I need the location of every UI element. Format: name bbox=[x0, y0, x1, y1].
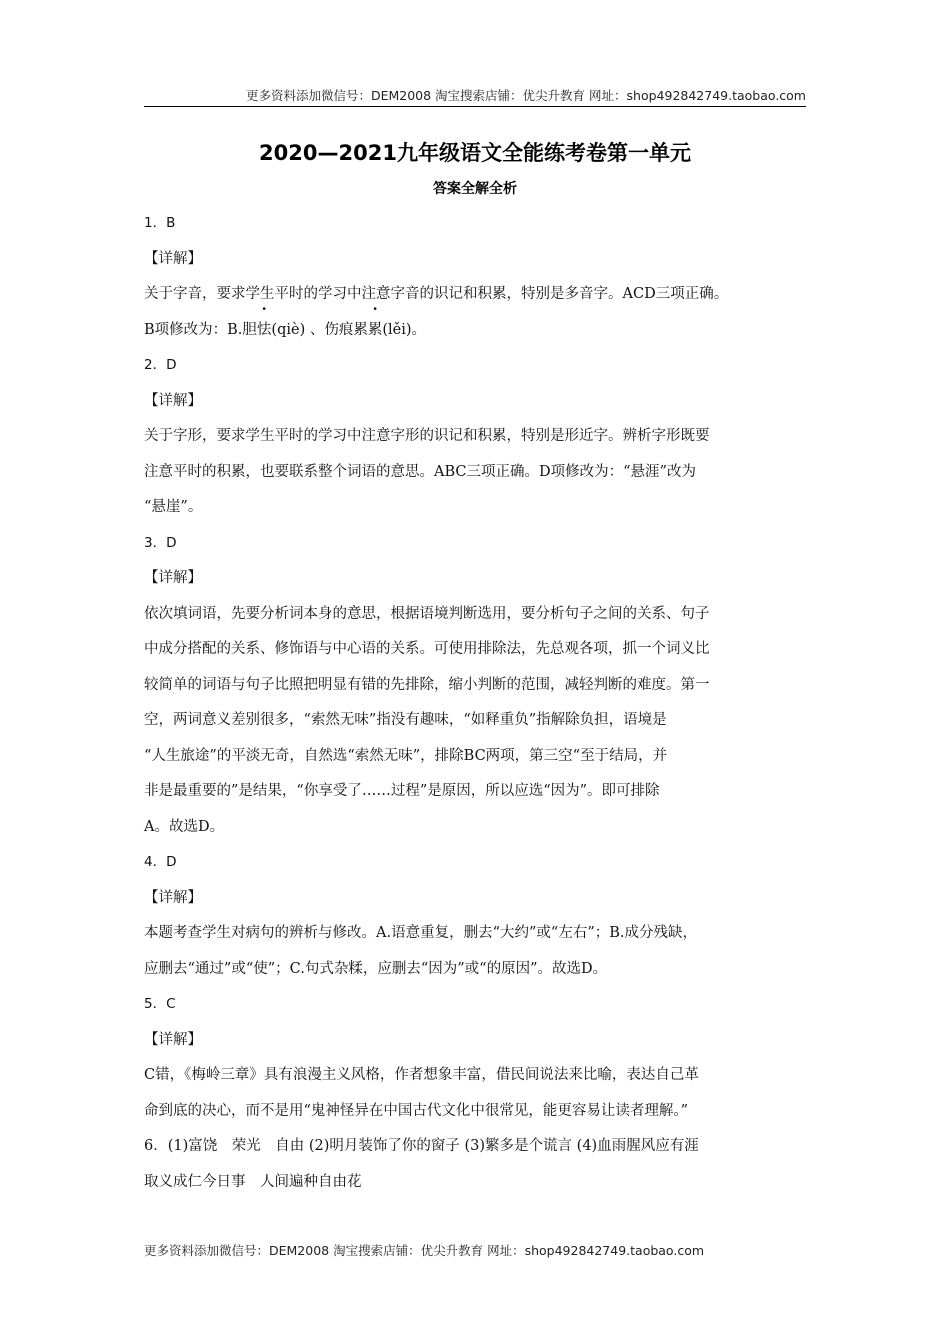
emphasized-character: 累 bbox=[367, 321, 383, 338]
answer-line: 关于字形，要求学生平时的学习中注意字形的识记和积累，特别是形近字。辨析字形既要 bbox=[144, 428, 710, 444]
section-label: 【详解】 bbox=[144, 570, 202, 586]
answer-line: 中成分搭配的关系、修饰语与中心语的关系。可使用排除法，先总观各项，抓一个词义比 bbox=[144, 641, 710, 657]
answer-line: 本题考查学生对病句的辨析与修改。A.语意重复，删去“大约”或“左右”；B.成分残缺， bbox=[144, 925, 697, 941]
answer-line: 应删去“通过”或“使”；C.句式杂糅，应删去“因为”或“的原因”。故选D。 bbox=[144, 960, 608, 977]
emphasized-character: 怯 bbox=[256, 321, 272, 338]
answer-line: C错，《梅岭三章》具有浪漫主义风格，作者想象丰富，借民间说法来比喻，表达自己革 bbox=[144, 1067, 699, 1083]
question-number: 4．D bbox=[144, 854, 177, 870]
question-number: 3．D bbox=[144, 534, 177, 551]
answer-line: 注意平时的积累，也要联系整个词语的意思。ABC三项正确。D项修改为：“悬涯”改为 bbox=[144, 463, 696, 480]
answer-line: 关于字音，要求学生平时的学习中注意字音的识记和积累，特别是多音字。ACD三项正确。 bbox=[144, 286, 729, 302]
answer-line: A。故选D。 bbox=[144, 818, 225, 835]
question-number: 2．D bbox=[144, 357, 177, 373]
answer-line: “人生旅途”的平淡无奇，自然选“索然无味”，排除BC两项，第三空“至于结局，并 bbox=[144, 747, 668, 764]
page-header: 更多资料添加微信号：DEM2008 淘宝搜索店铺：优尖升教育 网址：shop492842749.taobao.com bbox=[245, 88, 806, 103]
answer-line bbox=[144, 313, 808, 349]
question-number: 1．B bbox=[144, 215, 176, 231]
answer-line: 较简单的词语与句子比照把明显有错的先排除，缩小判断的范围，减轻判断的难度。第一 bbox=[144, 676, 710, 693]
answer-text: (qiè) 、伤痕累 bbox=[271, 321, 368, 338]
answer-line: “悬崖”。 bbox=[144, 499, 203, 515]
section-label: 【详解】 bbox=[144, 1031, 202, 1048]
answer-body bbox=[144, 206, 808, 1200]
answer-line: 非是最重要的”是结果，“你享受了……过程”是原因，所以应选“因为”。即可排除 bbox=[144, 783, 660, 799]
answer-line: 空，两词意义差别很多，“索然无味”指没有趣味，“如释重负”指解除负担，语境是 bbox=[144, 712, 667, 728]
header-divider bbox=[144, 106, 806, 107]
answer-text: B项修改为：B.胆 bbox=[144, 321, 257, 338]
question-number: 5．C bbox=[144, 996, 176, 1012]
answer-text: (lěi)。 bbox=[382, 321, 427, 338]
answer-line: 命到底的决心，而不是用“鬼神怪异在中国古代文化中很常见，能更容易让读者理解。” bbox=[144, 1102, 689, 1119]
answer-line: 依次填词语，先要分析词本身的意思，根据语境判断选用，要分析句子之间的关系、句子 bbox=[144, 605, 710, 622]
answer-line: 取义成仁今日事 人间遍种自由花 bbox=[144, 1173, 362, 1190]
section-label: 【详解】 bbox=[144, 392, 202, 409]
answer-line: 6．(1)富饶 荣光 自由 (2)明月装饰了你的窗子 (3)繁多是个谎言 (4)血雨腥风应有涯 bbox=[144, 1138, 699, 1154]
section-label: 【详解】 bbox=[144, 889, 202, 906]
document-subtitle: 答案全解全析 bbox=[433, 181, 517, 197]
page-footer: 更多资料添加微信号：DEM2008 淘宝搜索店铺：优尖升教育 网址：shop492842749.taobao.com bbox=[144, 1243, 705, 1258]
document-title: 2020—2021九年级语文全能练考卷第一单元 bbox=[259, 141, 691, 165]
section-label: 【详解】 bbox=[144, 250, 202, 267]
